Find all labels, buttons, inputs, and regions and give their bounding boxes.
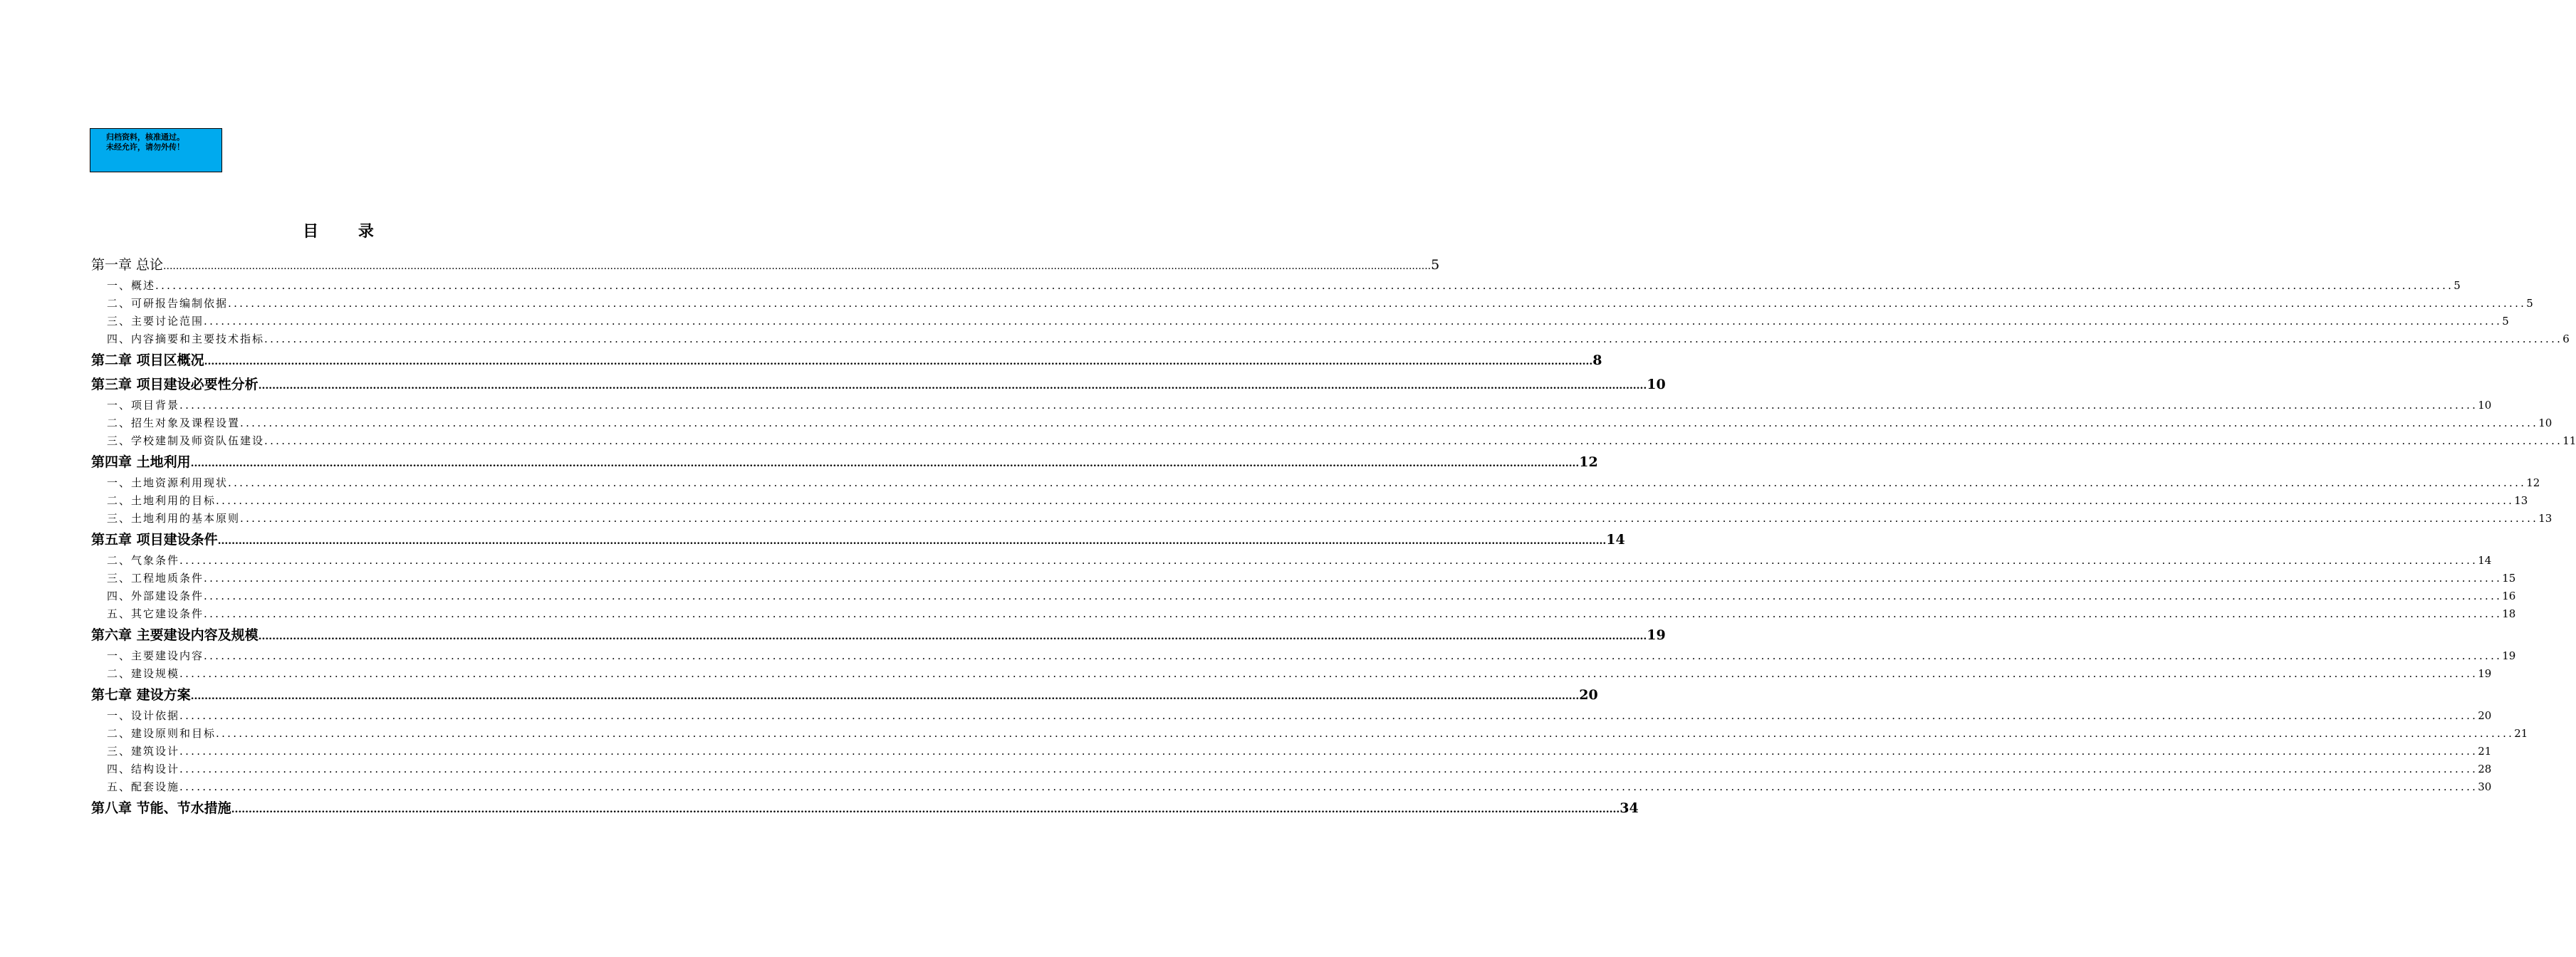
toc-entry-label: 三、主要讨论范围 — [107, 315, 204, 328]
toc-page-number: 10 — [1647, 377, 1666, 392]
toc-page-number: 18 — [2502, 607, 2516, 620]
toc-entry-label: 一、项目背景 — [107, 399, 180, 412]
toc-section-entry[interactable] — [91, 570, 2516, 587]
toc-page-number: 21 — [2478, 745, 2492, 758]
toc-dot-leader: ................................................................................................................................................................................................................................................................................................................................................................................................................ — [179, 554, 2478, 567]
toc-dot-leader: ................................................................................................................................................................................................................................................................................................................................................................................................................ — [228, 297, 2527, 310]
archive-stamp — [90, 128, 222, 172]
toc-dot-leader: ................................................................................................................................................................................................................................................................................................................................................................................................................ — [179, 399, 2478, 412]
toc-section-entry[interactable] — [91, 492, 2528, 510]
toc-section-entry[interactable] — [91, 647, 2516, 665]
toc-page-number: 34 — [1620, 800, 1639, 816]
toc-entry-label: 一、概述 — [107, 279, 156, 292]
toc-entry-label: 四、结构设计 — [107, 763, 180, 775]
toc-title: 目 录 — [303, 222, 391, 241]
toc-section-entry[interactable] — [91, 277, 2461, 295]
toc-page-number: 30 — [2478, 780, 2492, 793]
toc-entry-label: 二、土地利用的目标 — [107, 494, 217, 507]
toc-page-number: 19 — [1647, 627, 1666, 643]
toc-page-number: 12 — [2526, 476, 2540, 489]
toc-page-number: 12 — [1579, 454, 1598, 470]
toc-entry-label: 三、建筑设计 — [107, 745, 180, 758]
toc-entry-label: 二、建设原则和目标 — [107, 727, 217, 740]
toc-entry-label: 三、学校建制及师资队伍建设 — [107, 434, 265, 447]
toc-section-entry[interactable] — [91, 552, 2492, 570]
toc-page-number: 20 — [1579, 687, 1598, 703]
toc-section-entry[interactable] — [91, 605, 2516, 623]
toc-dot-leader: ................................................................................................................................................................................................................................................................................................................................................................................................................ — [216, 727, 2515, 740]
toc-entry-label: 四、外部建设条件 — [107, 590, 204, 602]
toc-dot-leader: ................................................................................................................................................................................................................................................................................................................................................................................................................ — [264, 434, 2563, 447]
toc-page-number: 20 — [2478, 709, 2492, 722]
table-of-contents — [91, 253, 2576, 820]
toc-entry-label: 第五章 项目建设条件 — [91, 532, 218, 548]
toc-chapter-entry[interactable] — [91, 796, 1639, 820]
toc-page-number: 28 — [2478, 763, 2492, 775]
toc-entry-label: 二、招生对象及课程设置 — [107, 417, 241, 429]
toc-page-number: 5 — [1431, 257, 1440, 273]
toc-page-number: 6 — [2562, 333, 2570, 345]
toc-dot-leader: ................................................................................................................................................................................................................................................................................................................................................................................................................ — [216, 494, 2515, 507]
toc-entry-label: 一、土地资源利用现状 — [107, 476, 229, 489]
toc-section-entry[interactable] — [91, 760, 2492, 778]
toc-section-entry[interactable] — [91, 313, 2509, 330]
toc-chapter-entry[interactable] — [91, 683, 1598, 707]
toc-page-number: 16 — [2502, 590, 2516, 602]
toc-dot-leader: ................................................................................................................................................................................................................................................................................................................................................................................................................ — [204, 649, 2503, 662]
toc-section-entry[interactable] — [91, 414, 2552, 432]
toc-page-number: 11 — [2562, 434, 2576, 447]
toc-section-entry[interactable] — [91, 778, 2492, 796]
toc-page-number: 14 — [1606, 532, 1625, 548]
toc-dot-leader: ................................................................................................................................................................................................................................................................................................................................................................................................................ — [240, 417, 2539, 429]
toc-dot-leader: ................................................................................................................................................................................................................................................................................................................................................................................................................ — [190, 458, 1580, 469]
toc-section-entry[interactable] — [91, 295, 2533, 313]
toc-dot-leader: ................................................................................................................................................................................................................................................................................................................................................................................................................ — [179, 667, 2478, 680]
toc-page-number: 13 — [2514, 494, 2528, 507]
toc-entry-label: 第一章 总论 — [91, 257, 164, 273]
toc-dot-leader: ................................................................................................................................................................................................................................................................................................................................................................................................................ — [179, 745, 2478, 758]
toc-entry-label: 一、主要建设内容 — [107, 649, 204, 662]
toc-page-number: 10 — [2538, 417, 2552, 429]
toc-dot-leader: ................................................................................................................................................................................................................................................................................................................................................................................................................ — [179, 709, 2478, 722]
toc-entry-label: 第七章 建设方案 — [91, 687, 191, 703]
toc-entry-label: 二、可研报告编制依据 — [107, 297, 229, 310]
toc-page-number: 13 — [2538, 512, 2552, 525]
toc-dot-leader: ................................................................................................................................................................................................................................................................................................................................................................................................................ — [258, 380, 1647, 392]
toc-chapter-entry[interactable] — [91, 348, 1602, 372]
toc-page-number: 15 — [2502, 572, 2516, 585]
toc-dot-leader: ................................................................................................................................................................................................................................................................................................................................................................................................................ — [155, 279, 2454, 292]
toc-section-entry[interactable] — [91, 707, 2492, 725]
toc-dot-leader: ................................................................................................................................................................................................................................................................................................................................................................................................................ — [231, 804, 1620, 815]
toc-dot-leader: ................................................................................................................................................................................................................................................................................................................................................................................................................ — [228, 476, 2527, 489]
toc-dot-leader: ................................................................................................................................................................................................................................................................................................................................................................................................................ — [204, 572, 2503, 585]
toc-section-entry[interactable] — [91, 432, 2576, 450]
toc-page-number: 10 — [2478, 399, 2492, 412]
toc-page-number: 21 — [2514, 727, 2528, 740]
toc-chapter-entry[interactable] — [91, 253, 1440, 277]
stamp-line-1: 归档资料，核准通过。 — [106, 132, 184, 142]
toc-dot-leader: ................................................................................................................................................................................................................................................................................................................................................................................................................ — [204, 315, 2503, 328]
toc-section-entry[interactable] — [91, 330, 2570, 348]
toc-entry-label: 五、其它建设条件 — [107, 607, 204, 620]
toc-page-number: 5 — [2454, 279, 2461, 292]
toc-dot-leader: ................................................................................................................................................................................................................................................................................................................................................................................................................ — [190, 691, 1580, 702]
toc-section-entry[interactable] — [91, 665, 2492, 683]
toc-dot-leader: ................................................................................................................................................................................................................................................................................................................................................................................................................ — [258, 631, 1647, 642]
toc-entry-label: 第三章 项目建设必要性分析 — [91, 377, 259, 392]
toc-section-entry[interactable] — [91, 743, 2492, 760]
toc-entry-label: 三、工程地质条件 — [107, 572, 204, 585]
toc-entry-label: 第四章 土地利用 — [91, 454, 191, 470]
toc-section-entry[interactable] — [91, 725, 2528, 743]
toc-section-entry[interactable] — [91, 510, 2552, 528]
toc-entry-label: 第六章 主要建设内容及规模 — [91, 627, 259, 643]
toc-entry-label: 四、内容摘要和主要技术指标 — [107, 333, 265, 345]
toc-entry-label: 三、土地利用的基本原则 — [107, 512, 241, 525]
toc-dot-leader: ................................................................................................................................................................................................................................................................................................................................................................................................................ — [179, 780, 2478, 793]
toc-page-number: 8 — [1592, 352, 1602, 368]
toc-dot-leader: ................................................................................................................................................................................................................................................................................................................................................................................................................ — [204, 356, 1593, 367]
toc-entry-label: 二、建设规模 — [107, 667, 180, 680]
toc-entry-label: 第八章 节能、节水措施 — [91, 800, 231, 816]
toc-dot-leader: ................................................................................................................................................................................................................................................................................................................................................................................................................ — [217, 535, 1607, 547]
toc-dot-leader: ................................................................................................................................................................................................................................................................................................................................................................................................................ — [163, 261, 1432, 272]
toc-dot-leader: ................................................................................................................................................................................................................................................................................................................................................................................................................ — [240, 512, 2539, 525]
toc-page-number: 5 — [2502, 315, 2509, 328]
toc-page-number: 14 — [2478, 554, 2492, 567]
toc-dot-leader: ................................................................................................................................................................................................................................................................................................................................................................................................................ — [179, 763, 2478, 775]
toc-page-number: 5 — [2526, 297, 2533, 310]
toc-chapter-entry[interactable] — [91, 528, 1625, 552]
toc-chapter-entry[interactable] — [91, 372, 1666, 397]
toc-section-entry[interactable] — [91, 474, 2540, 492]
toc-section-entry[interactable] — [91, 397, 2492, 414]
toc-chapter-entry[interactable] — [91, 450, 1598, 474]
stamp-line-2: 未经允许，请勿外传！ — [106, 142, 184, 152]
toc-entry-label: 第二章 项目区概况 — [91, 352, 204, 368]
toc-dot-leader: ................................................................................................................................................................................................................................................................................................................................................................................................................ — [204, 590, 2503, 602]
toc-chapter-entry[interactable] — [91, 623, 1666, 647]
toc-page-number: 19 — [2478, 667, 2492, 680]
toc-entry-label: 二、气象条件 — [107, 554, 180, 567]
toc-section-entry[interactable] — [91, 587, 2516, 605]
toc-dot-leader: ................................................................................................................................................................................................................................................................................................................................................................................................................ — [264, 333, 2563, 345]
toc-page-number: 19 — [2502, 649, 2516, 662]
toc-entry-label: 一、设计依据 — [107, 709, 180, 722]
toc-entry-label: 五、配套设施 — [107, 780, 180, 793]
toc-dot-leader: ................................................................................................................................................................................................................................................................................................................................................................................................................ — [204, 607, 2503, 620]
